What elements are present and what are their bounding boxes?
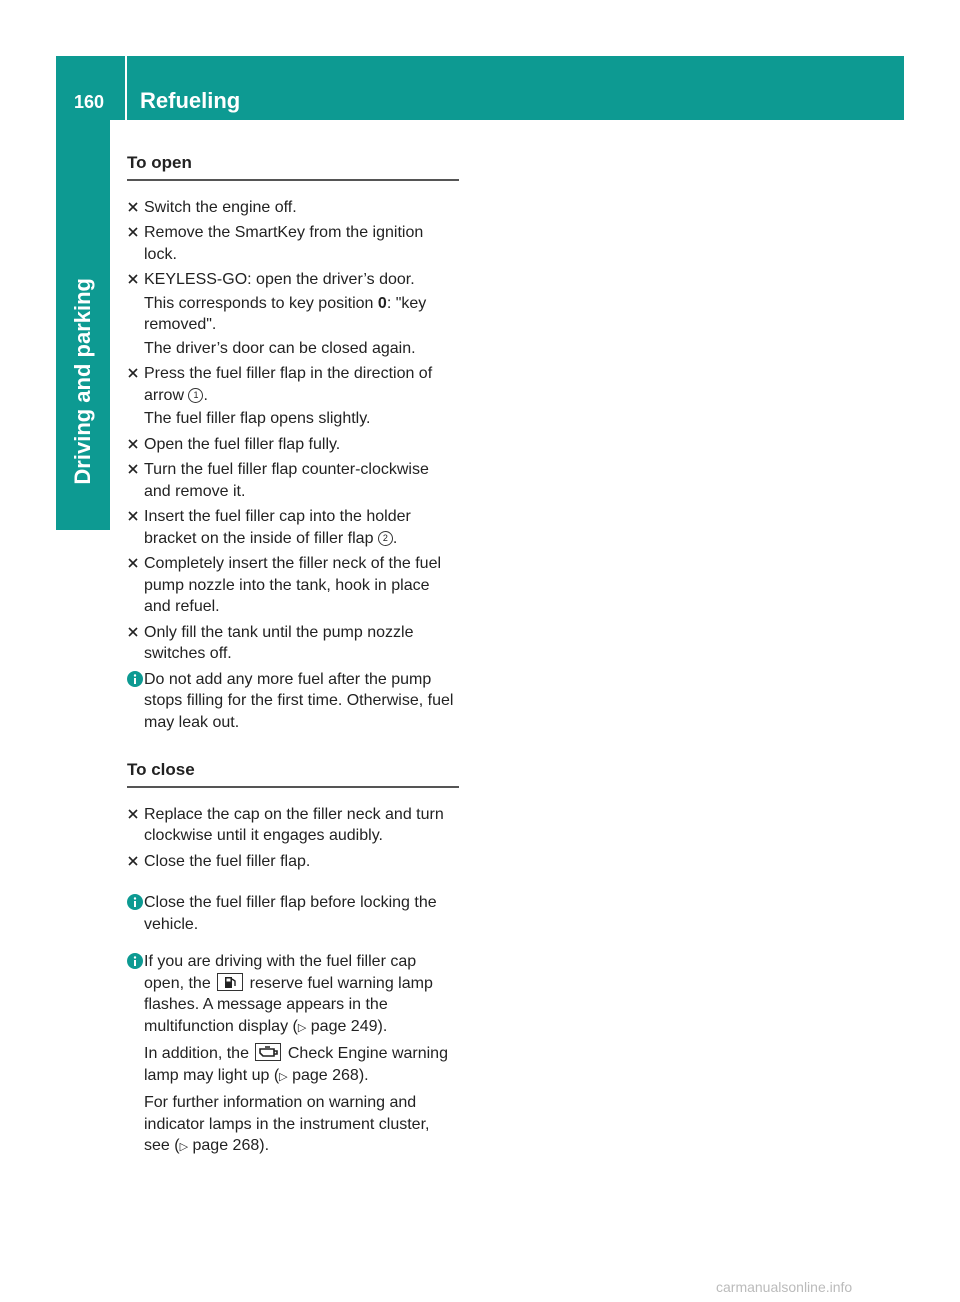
page-ref-marker: ▷	[179, 1141, 189, 1153]
arrow-right-icon	[128, 627, 138, 637]
note-fragment: For further information on warning and indicator lamps in the instrument cluster, see (	[144, 1094, 430, 1154]
note-fragment: ).	[377, 1017, 388, 1035]
section-title: Refueling	[140, 88, 241, 113]
step-text: Remove the SmartKey from the ignition lock.	[144, 224, 424, 263]
list-item	[127, 804, 459, 847]
arrow-right-icon	[128, 856, 138, 866]
list-item: Press the fuel filler flap in the direction of arrow 1 . The fuel filler flap opens slightly.	[127, 363, 459, 430]
arrow-right-icon	[128, 511, 138, 521]
list-item	[127, 434, 459, 456]
close-steps	[127, 804, 459, 873]
list-item: Insert the fuel filler cap into the holder bracket on the inside of filler flap 2 .	[127, 506, 459, 549]
arrow-right-icon	[128, 368, 138, 378]
note-text	[144, 951, 459, 1039]
heading-to-close: To close	[127, 759, 459, 788]
page-ref-marker: ▷	[279, 1070, 288, 1083]
list-item	[127, 269, 459, 359]
content-column	[127, 152, 459, 1159]
arrow-right-icon	[128, 464, 138, 474]
step-text: Completely insert the filler neck of the fuel pump nozzle into the tank, hook in place and refuel.	[144, 555, 442, 615]
side-label	[56, 130, 110, 485]
note-text: Do not add any more fuel after the pump stops filling for the first time. Otherwise, fuel may leak out.	[144, 670, 454, 731]
page-ref-link[interactable]: page 268	[292, 1066, 359, 1084]
list-item	[127, 222, 459, 265]
check-engine-icon	[255, 1043, 281, 1061]
step-text: Insert the fuel filler cap into the holder bracket on the inside of filler flap	[144, 508, 411, 547]
info-note	[127, 951, 459, 1159]
list-item	[127, 851, 459, 873]
note-fragment: ).	[259, 1137, 270, 1154]
open-steps	[127, 197, 459, 665]
arrow-right-icon	[128, 558, 138, 568]
arrow-right-icon	[128, 202, 138, 212]
step-text: Switch the engine off.	[144, 198, 297, 216]
info-icon	[127, 671, 143, 687]
step-text: Only fill the tank until the pump nozzle switches off.	[144, 623, 414, 662]
page-number: 160	[73, 92, 105, 112]
side-label-text: Driving and parking	[70, 278, 95, 485]
info-note	[127, 669, 459, 734]
note-fragment: reserve fuel warning lamp flashes. A message appears in the multifunction display (	[144, 974, 433, 1035]
callout-marker: 1	[188, 388, 203, 403]
note-text	[144, 1092, 459, 1159]
fuel-pump-icon	[217, 973, 243, 991]
arrow-right-icon	[128, 274, 138, 284]
header-divider	[125, 56, 127, 120]
note-fragment: If you are driving with the fuel filler cap open, the	[144, 953, 417, 992]
detail-text: : "key removed".	[144, 294, 427, 333]
step-result: The driver’s door can be closed again.	[144, 339, 416, 357]
list-item	[127, 197, 459, 219]
arrow-right-icon	[128, 439, 138, 449]
step-detail	[144, 293, 459, 336]
info-icon	[127, 953, 143, 969]
note-text	[144, 1043, 459, 1088]
info-icon	[127, 894, 143, 910]
step-text: Turn the fuel filler flap counter-clockwise and remove it.	[144, 461, 429, 500]
step-text: Replace the cap on the filler neck and turn clockwise until it engages audibly.	[144, 805, 444, 844]
step-result: The fuel filler flap opens slightly.	[144, 410, 371, 427]
note-fragment: Check Engine warning lamp may light up (	[144, 1045, 448, 1084]
step-text: Open the fuel filler flap fully.	[144, 435, 341, 453]
heading-to-open: To open	[127, 152, 459, 181]
watermark: carmanualsonline.info	[716, 1279, 853, 1295]
list-item	[127, 622, 459, 665]
note-fragment: ).	[358, 1066, 369, 1084]
page-ref-marker: ▷	[297, 1021, 307, 1034]
step-text: KEYLESS-GO: open the driver’s door.	[144, 271, 415, 288]
step-text: Press the fuel filler flap in the direction of arrow	[144, 365, 433, 404]
list-item	[127, 553, 459, 618]
page-ref-link[interactable]: page 268	[192, 1137, 260, 1154]
info-note	[127, 892, 459, 935]
detail-text: This corresponds to key position	[144, 294, 374, 312]
list-item	[127, 459, 459, 502]
arrow-right-icon	[128, 809, 138, 819]
callout-marker: 2	[378, 531, 393, 546]
note-text: Close the fuel filler flap before locking the vehicle.	[144, 894, 437, 933]
page-ref-link[interactable]: page 249	[310, 1017, 378, 1035]
arrow-right-icon	[128, 227, 138, 237]
key-position: 0	[377, 294, 387, 312]
note-fragment: In addition, the	[144, 1045, 249, 1062]
step-text: Close the fuel filler flap.	[144, 852, 311, 870]
